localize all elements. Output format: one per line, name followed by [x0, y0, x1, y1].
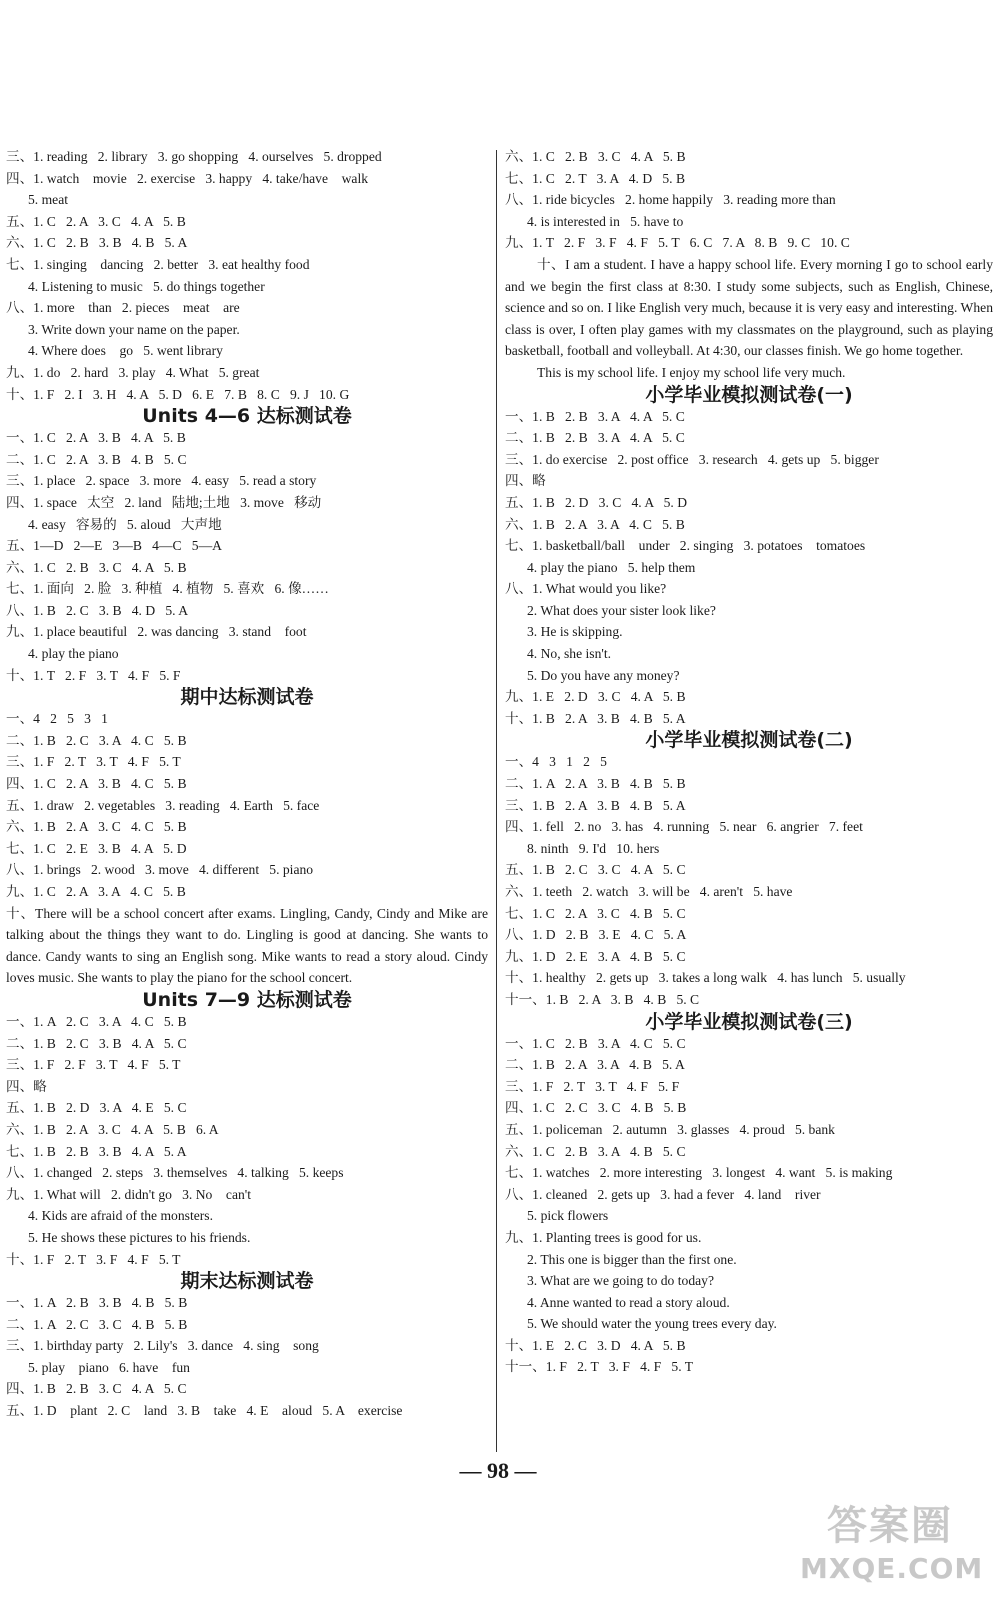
answer-line: 2. This one is bigger than the first one.	[527, 1251, 737, 1267]
right-column	[505, 146, 993, 1378]
answer-line: 一、1. B 2. B 3. A 4. A 5. C	[505, 408, 685, 424]
section-heading: Units 4—6 达标测试卷	[142, 405, 352, 428]
answer-line: 三、1. F 2. T 3. T 4. F 5. T	[6, 754, 181, 770]
answer-line: 8. ninth 9. I'd 10. hers	[527, 840, 660, 856]
answer-line: 三、1. B 2. A 3. B 4. B 5. A	[505, 797, 686, 813]
section-heading: 小学毕业模拟测试卷(一)	[645, 383, 853, 406]
answer-line: 一、1. C 2. A 3. B 4. A 5. B	[6, 430, 186, 446]
section-heading: 期中达标测试卷	[180, 686, 314, 709]
answer-line: 一、1. C 2. B 3. A 4. C 5. C	[505, 1035, 686, 1051]
answer-line: 五、1. B 2. C 3. C 4. A 5. C	[505, 862, 686, 878]
answer-line: 4. Anne wanted to read a story aloud.	[527, 1294, 730, 1310]
answer-line: 5. play piano 6. have fun	[28, 1359, 190, 1375]
answer-line: 一、4 2 5 3 1	[6, 711, 108, 727]
answer-line: 二、1. B 2. A 3. A 4. B 5. A	[505, 1057, 685, 1073]
answer-line: 4. easy 容易的 5. aloud 大声地	[28, 516, 222, 532]
answer-line: 二、1. B 2. B 3. A 4. A 5. C	[505, 430, 685, 446]
answer-line: 三、1. place 2. space 3. more 4. easy 5. read a story	[6, 473, 317, 489]
answer-line: 3. He is skipping.	[527, 624, 623, 640]
answer-line: 四、1. C 2. A 3. B 4. C 5. B	[6, 776, 187, 792]
answer-line: 4. Kids are afraid of the monsters.	[28, 1208, 213, 1224]
answer-line: 4. play the piano 5. help them	[527, 559, 696, 575]
answer-line: 四、1. fell 2. no 3. has 4. running 5. near 6. angrier 7. feet	[505, 819, 863, 835]
answer-line: 4. is interested in 5. have to	[527, 213, 684, 229]
answer-paragraph: 十、I am a student. I have a happy school life. Every morning I go to school early and we begin the first class at 8:30. I study some subjects, such as English, Chinese, science and so on. I like English very much, because it is very easy and interesting. When class is over, I often play games with my classmates on the playground, such as playing basketball, football and volleyball. At 4:30, our classes finish. We go home together.	[505, 256, 993, 359]
answer-line: 四、1. space 太空 2. land 陆地;土地 3. move 移动	[6, 494, 322, 510]
page-number: — 98 —	[459, 1458, 537, 1483]
answer-line: 五、1. D plant 2. C land 3. B take 4. E aloud 5. A exercise	[6, 1403, 403, 1419]
answer-line: 五、1. draw 2. vegetables 3. reading 4. Earth 5. face	[6, 797, 320, 813]
answer-line: 六、1. C 2. B 3. C 4. A 5. B	[6, 559, 187, 575]
answer-line: 九、1. D 2. E 3. A 4. B 5. C	[505, 948, 686, 964]
answer-line: 九、1. E 2. D 3. C 4. A 5. B	[505, 689, 686, 705]
answer-line: 一、1. A 2. C 3. A 4. C 5. B	[6, 1013, 187, 1029]
answer-line: 十、1. E 2. C 3. D 4. A 5. B	[505, 1337, 686, 1353]
answer-line: 3. What are we going to do today?	[527, 1273, 714, 1289]
answer-line: 5. pick flowers	[527, 1208, 609, 1224]
answer-line: 四、1. C 2. C 3. C 4. B 5. B	[505, 1100, 687, 1116]
answer-line: 九、1. T 2. F 3. F 4. F 5. T 6. C 7. A 8. B 9. C 10. C	[505, 235, 850, 251]
answer-line: 4. No, she isn't.	[527, 646, 612, 662]
answer-line: 九、1. What will 2. didn't go 3. No can't	[6, 1186, 252, 1202]
answer-line: 二、1. C 2. A 3. B 4. B 5. C	[6, 451, 187, 467]
answer-line: 二、1. B 2. C 3. A 4. C 5. B	[6, 732, 187, 748]
answer-line: 十、1. T 2. F 3. T 4. F 5. F	[6, 667, 181, 683]
answer-line: 七、1. singing dancing 2. better 3. eat healthy food	[6, 256, 310, 272]
answer-line: 四、略	[505, 473, 546, 489]
answer-line: 4. Listening to music 5. do things together	[28, 278, 265, 294]
answer-paragraph: 十、There will be a school concert after exams. Lingling, Candy, Cindy and Mike are talking about the things they want to do. Lingling is good at dancing. She wants to dance. Candy wants to sing an English song. Mike wants to read a story aloud. Cindy loves music. She wants to play the piano for the school concert.	[6, 905, 488, 986]
answer-line: 九、1. place beautiful 2. was dancing 3. stand foot	[6, 624, 307, 640]
answer-line: 十、1. F 2. I 3. H 4. A 5. D 6. E 7. B 8. C 9. J 10. G	[6, 386, 350, 402]
answer-line: 三、1. reading 2. library 3. go shopping 4. ourselves 5. dropped	[6, 149, 382, 164]
answer-line: 六、1. C 2. B 3. B 4. B 5. A	[6, 235, 188, 251]
answer-line: 四、略	[6, 1078, 47, 1094]
answer-line: 七、1. watches 2. more interesting 3. longest 4. want 5. is making	[505, 1165, 893, 1181]
left-column	[6, 146, 488, 1422]
answer-paragraph: This is my school life. I enjoy my school life very much.	[537, 364, 846, 380]
answer-line: 5. Do you have any money?	[527, 667, 680, 683]
section-heading: 小学毕业模拟测试卷(三)	[645, 1010, 853, 1033]
answer-line: 八、1. changed 2. steps 3. themselves 4. talking 5. keeps	[6, 1165, 344, 1181]
answer-line: 二、1. A 2. C 3. C 4. B 5. B	[6, 1316, 188, 1332]
answer-line: 三、1. F 2. T 3. T 4. F 5. F	[505, 1078, 680, 1094]
answer-line: 五、1. B 2. D 3. A 4. E 5. C	[6, 1100, 187, 1116]
answer-line: 六、1. B 2. A 3. A 4. C 5. B	[505, 516, 685, 532]
answer-line: 九、1. do 2. hard 3. play 4. What 5. great	[6, 364, 260, 380]
answer-line: 二、1. B 2. C 3. B 4. A 5. C	[6, 1035, 187, 1051]
answer-line: 五、1. B 2. D 3. C 4. A 5. D	[505, 494, 688, 510]
answer-line: 2. What does your sister look like?	[527, 602, 716, 618]
answer-line: 八、1. brings 2. wood 3. move 4. different 5. piano	[6, 862, 314, 878]
answer-line: 七、1. 面向 2. 脸 3. 种植 4. 植物 5. 喜欢 6. 像……	[6, 581, 329, 597]
answer-line: 九、1. Planting trees is good for us.	[505, 1229, 702, 1245]
answer-line: 十、1. B 2. A 3. B 4. B 5. A	[505, 710, 686, 726]
answer-line: 5. We should water the young trees every day.	[527, 1316, 777, 1332]
answer-line: 六、1. C 2. B 3. A 4. B 5. C	[505, 1143, 686, 1159]
answer-line: 4. Where does go 5. went library	[28, 343, 223, 359]
answer-line: 三、1. do exercise 2. post office 3. research 4. gets up 5. bigger	[505, 451, 879, 467]
answer-line: 十、1. F 2. T 3. F 4. F 5. T	[6, 1251, 181, 1267]
answer-line: 七、1. B 2. B 3. B 4. A 5. A	[6, 1143, 187, 1159]
answer-line: 4. play the piano	[28, 646, 119, 662]
watermark-url: MXQE.COM	[800, 1552, 984, 1585]
answer-line: 七、1. basketball/ball under 2. singing 3. potatoes tomatoes	[505, 538, 866, 554]
answer-line: 八、1. cleaned 2. gets up 3. had a fever 4. land river	[505, 1186, 821, 1202]
answer-line: 五、1. C 2. A 3. C 4. A 5. B	[6, 213, 186, 229]
answer-line: 八、1. ride bicycles 2. home happily 3. reading more than	[505, 192, 836, 208]
answer-line: 八、1. B 2. C 3. B 4. D 5. A	[6, 602, 189, 618]
answer-line: 七、1. C 2. T 3. A 4. D 5. B	[505, 170, 686, 186]
answer-line: 六、1. C 2. B 3. C 4. A 5. B	[505, 149, 686, 164]
answer-line: 5. meat	[28, 192, 69, 208]
answer-line: 三、1. F 2. F 3. T 4. F 5. T	[6, 1057, 181, 1073]
answer-line: 三、1. birthday party 2. Lily's 3. dance 4. sing song	[6, 1338, 319, 1354]
answer-line: 五、1. policeman 2. autumn 3. glasses 4. proud 5. bank	[505, 1121, 835, 1137]
answer-line: 八、1. more than 2. pieces meat are	[6, 300, 240, 316]
answer-line: 四、1. watch movie 2. exercise 3. happy 4. take/have walk	[6, 170, 369, 186]
answer-line: 八、1. D 2. B 3. E 4. C 5. A	[505, 927, 687, 943]
answer-line: 3. Write down your name on the paper.	[28, 321, 240, 337]
answer-line: 五、1—D 2—E 3—B 4—C 5—A	[6, 538, 222, 554]
answer-line: 七、1. C 2. A 3. C 4. B 5. C	[505, 905, 686, 921]
section-heading: Units 7—9 达标测试卷	[142, 988, 352, 1011]
answer-line: 六、1. teeth 2. watch 3. will be 4. aren't 5. have	[505, 884, 793, 899]
answer-line: 六、1. B 2. A 3. C 4. A 5. B 6. A	[6, 1121, 219, 1137]
section-heading: 小学毕业模拟测试卷(二)	[645, 729, 853, 752]
answer-line: 十一、1. F 2. T 3. F 4. F 5. T	[505, 1359, 694, 1375]
answer-line: 5. He shows these pictures to his friends.	[28, 1229, 251, 1245]
answer-line: 四、1. B 2. B 3. C 4. A 5. C	[6, 1381, 187, 1397]
watermark-text: 答案圈	[827, 1503, 953, 1549]
answer-line: 一、1. A 2. B 3. B 4. B 5. B	[6, 1295, 188, 1311]
column-divider	[496, 150, 497, 1452]
answer-line: 十一、1. B 2. A 3. B 4. B 5. C	[505, 991, 700, 1007]
answer-line: 二、1. A 2. A 3. B 4. B 5. B	[505, 776, 686, 792]
answer-line: 六、1. B 2. A 3. C 4. C 5. B	[6, 819, 187, 835]
answer-line: 九、1. C 2. A 3. A 4. C 5. B	[6, 884, 186, 899]
answer-line: 七、1. C 2. E 3. B 4. A 5. D	[6, 840, 187, 856]
answer-line: 一、4 3 1 2 5	[505, 754, 607, 770]
answer-line: 八、1. What would you like?	[505, 581, 667, 597]
watermark-logo	[800, 1500, 984, 1595]
answer-line: 十、1. healthy 2. gets up 3. takes a long walk 4. has lunch 5. usually	[505, 970, 906, 986]
section-heading: 期末达标测试卷	[180, 1270, 314, 1293]
